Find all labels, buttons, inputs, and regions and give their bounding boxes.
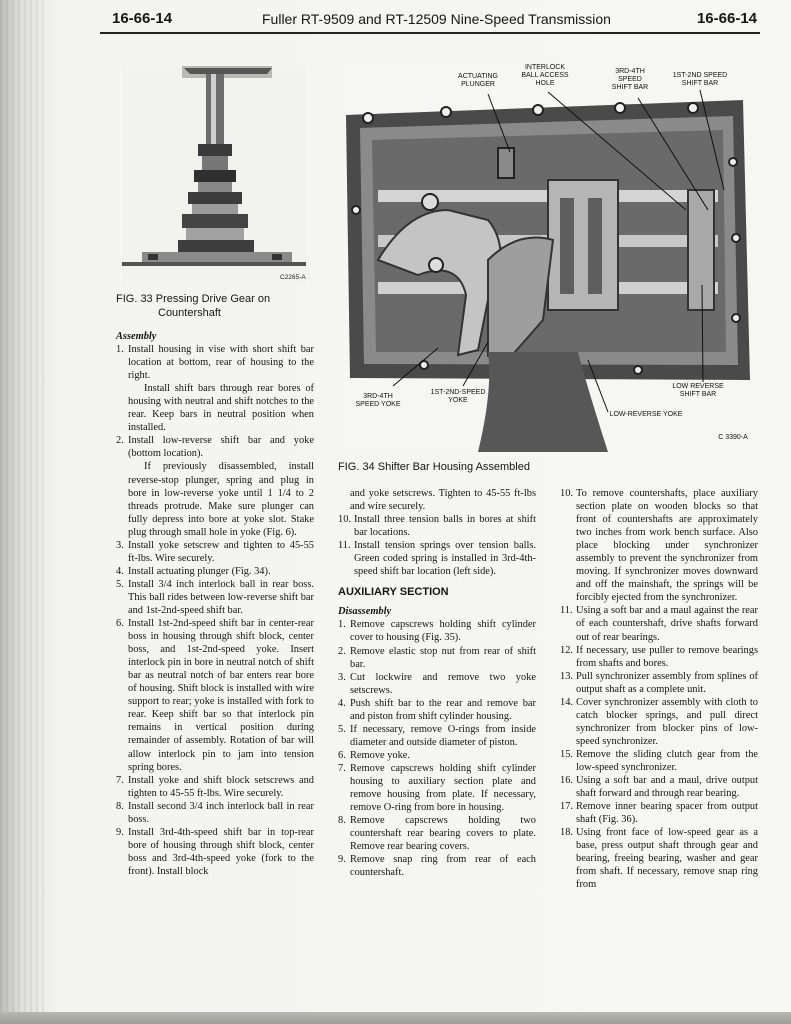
list-item: 5. Install 3/4 inch interlock ball in rear boss. This ball rides between low-reverse shift bar and 1st-2nd-speed shift bar. [116, 578, 314, 616]
list-item: 8. Remove capscrews holding two countershaft rear bearing covers to plate. Remove rear bearing covers. [338, 815, 536, 853]
binding-shadow [0, 0, 46, 1024]
assembly-heading: Assembly [116, 331, 157, 342]
running-title: Fuller RT-9509 and RT-12509 Nine-Speed Transmission [262, 11, 611, 27]
label-interlock-3: HOLE [535, 80, 555, 87]
list-item: 15. Remove the sliding clutch gear from the low-speed synchronizer. [560, 748, 758, 773]
label-yoke12-2: YOKE [448, 397, 468, 404]
list-item: 4. Install actuating plunger (Fig. 34). [116, 565, 271, 577]
disassembly-steps-cont [560, 487, 758, 891]
list-item: 1. Remove capscrews holding shift cylinder cover to housing (Fig. 35). [338, 619, 536, 644]
list-item: If previously disassembled, install reverse-stop plunger, spring and plug in bore in low-reverse yoke until 1 1/4 to 2 threads protrude. Make sure plunger can fully depress into bore at yoke slot. Stake plug through small hole in yoke (Fig. 6). [128, 461, 314, 538]
label-actuating-2: PLUNGER [461, 81, 495, 88]
list-item: 4. Push shift bar to the rear and remove bar and piston from shift cylinder housing. [338, 697, 536, 722]
fig34-photo [338, 60, 763, 452]
page-number-right: 16-66-14 [696, 10, 757, 27]
list-item: 10. Install three tension balls in bores at shift bar locations. [338, 514, 536, 539]
list-item: Install shift bars through rear bores of housing with neutral and shift notches to the rear. Keep bars in neutral position when installed. [128, 383, 314, 434]
list-item: 16. Using a soft bar and a maul, drive output shaft forward and through rear bearing. [560, 775, 758, 800]
list-item: 3. Install yoke setscrew and tighten to 45-55 ft-lbs. Wire securely. [116, 539, 314, 564]
list-item: 3. Cut lockwire and remove two yoke setscrews. [338, 671, 536, 696]
column-3 [560, 487, 758, 891]
fig33-caption [116, 292, 316, 320]
label-bar34-1: 3RD-4TH [615, 68, 645, 75]
column-1 [116, 330, 314, 878]
fig33-code: C2265-A [280, 274, 306, 281]
list-item: 2. Install low-reverse shift bar and yoke (bottom location). [116, 435, 314, 460]
list-item: 1. Install housing in vise with short shift bar location at bottom, rear of housing to the right. [116, 344, 314, 382]
label-lowrevbar-1: LOW REVERSE [672, 383, 724, 390]
fig34-caption: FIG. 34 Shifter Bar Housing Assembled [338, 461, 530, 473]
list-item: 14. Cover synchronizer assembly with cloth to catch blocker springs, and pull direct synchronizer from blocker pins of low-speed synchronizer. [560, 696, 758, 747]
list-item: 9. Remove snap ring from rear of each countershaft. [338, 854, 536, 879]
label-yoke34-1: 3RD-4TH [363, 393, 393, 400]
label-bar12-2: SHIFT BAR [681, 80, 719, 87]
list-item: 18. Using front face of low-speed gear as a base, press output shaft through gear and bearing, freeing bearing, washer and gear from shaft. If necessary, remove snap ring from [560, 827, 758, 891]
list-item: 12. If necessary, use puller to remove bearings from shafts and bores. [560, 644, 758, 669]
label-bar12-1: 1ST-2ND SPEED [672, 72, 728, 79]
list-item: 8. Install second 3/4 inch interlock ball in rear boss. [116, 800, 314, 825]
fig34-code: C 3390-A [718, 434, 748, 441]
fig33-photo [122, 66, 306, 286]
continued-text: and yoke setscrews. Tighten to 45-55 ft-lbs and wire securely. [350, 488, 536, 513]
list-item: 7. Install yoke and shift block setscrews and tighten to 45-55 ft-lbs. Wire securely. [116, 774, 314, 799]
label-bar34-2: SPEED [618, 76, 642, 83]
list-item: 2. Remove elastic stop nut from rear of shift bar. [338, 645, 536, 670]
disassembly-steps [338, 618, 536, 879]
section-heading: AUXILIARY SECTION [338, 586, 449, 599]
list-item: 13. Pull synchronizer assembly from splines of output shaft as a complete unit. [560, 670, 758, 695]
label-lowrevbar-2: SHIFT BAR [679, 391, 717, 398]
label-actuating-1: ACTUATING [458, 73, 498, 80]
column-2 [338, 487, 536, 879]
label-interlock-2: BALL ACCESS [521, 72, 569, 79]
fig33-caption-line2: Countershaft [158, 307, 221, 319]
list-item: 7. Remove capscrews holding shift cylinder housing to auxiliary section plate and remove housing from plate. If necessary, remove O-ring from bore in housing. [338, 762, 536, 814]
label-yoke34-2: SPEED YOKE [355, 401, 401, 408]
label-bar34-3: SHIFT BAR [611, 84, 649, 91]
list-item: 9. Install 3rd-4th-speed shift bar in top-rear bore of housing through shift block, center boss and 3rd-4th-speed yoke (fork to the front). Install block [116, 826, 314, 877]
label-interlock-1: INTERLOCK [524, 64, 566, 71]
page-header [112, 10, 757, 32]
bottom-edge [0, 1012, 791, 1024]
label-lowrevyoke: LOW-REVERSE YOKE [609, 411, 683, 418]
assembly-steps [116, 343, 314, 878]
list-item: 17. Remove inner bearing spacer from output shaft (Fig. 36). [560, 801, 758, 826]
list-item: 6. Remove yoke. [338, 749, 411, 761]
list-item: 5. If necessary, remove O-rings from inside diameter and outside diameter of piston. [338, 723, 536, 748]
fig33-caption-line1: FIG. 33 Pressing Drive Gear on [116, 293, 271, 305]
assembly-steps-cont [338, 513, 536, 578]
list-item: 6. Install 1st-2nd-speed shift bar in center-rear boss in housing through shift block, center boss, and 1st-2nd-speed yoke. Insert interlock pin in bore in neutral notch of shift bar as neutral notch of bar enters rear bore of housing. Shift block is installed with wire support to rear; yoke is installed with fork to rear. Keep shift bar so that interlock pin remains in vertical position during remainder of assembly. Rotation of bar will allow interlock pin to jam into tension spring bores. [116, 618, 314, 773]
list-item: 11. Using a soft bar and a maul against the rear of each countershaft, drive shafts forward out of rear bearings. [560, 605, 758, 643]
list-item: 10. To remove countershafts, place auxiliary section plate on wooden blocks so that front of countershafts are approximately two inches from work bench surface. Also place blocking under synchronizer assembly to prevent the synchronizer from moving. If synchronizer moves downward and off the mainshaft, the springs will be forcibly ejected from the synchronizer. [560, 488, 758, 604]
disassembly-heading: Disassembly [338, 606, 392, 618]
label-yoke12-1: 1ST-2ND-SPEED [430, 389, 486, 396]
page-number-left: 16-66-14 [112, 10, 173, 27]
list-item: 11. Install tension springs over tension balls. Green coded spring is installed in 3rd-4th-speed shift bar location (left side). [338, 540, 536, 578]
header-rule [100, 32, 760, 34]
